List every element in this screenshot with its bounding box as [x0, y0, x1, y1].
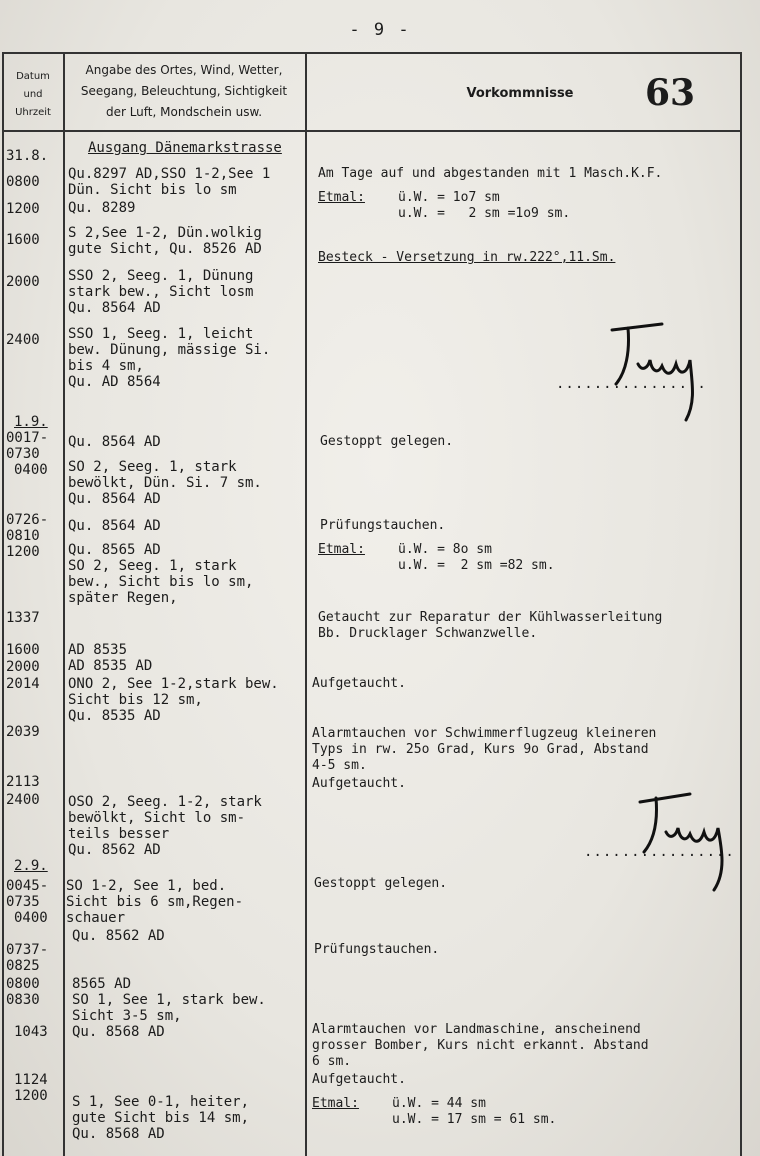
time-entry: 0730 — [6, 446, 40, 462]
place-entry: SO 1-2, See 1, bed. — [66, 878, 227, 894]
place-entry: Qu. 8535 AD — [68, 708, 161, 724]
place-entry: SO 1, See 1, stark bew. — [72, 992, 266, 1008]
sheet-number: 63 — [644, 72, 696, 114]
event-entry: Getaucht zur Reparatur der Kühlwasserleitung — [318, 610, 663, 625]
header-datum — [4, 68, 62, 122]
header-datum-line: und — [23, 89, 43, 100]
place-entry: später Regen, — [68, 590, 178, 606]
event-entry: Alarmtauchen vor Landmaschine, anscheinend — [312, 1022, 641, 1037]
place-entry: SSO 1, Seeg. 1, leicht — [68, 326, 254, 342]
time-entry: 2039 — [6, 724, 40, 740]
event-label: Etmal: — [312, 1096, 359, 1111]
header-angabe-line: der Luft, Mondschein usw. — [105, 105, 263, 119]
time-entry: 0800 — [6, 174, 40, 190]
place-entry: Sicht bis 12 sm, — [68, 692, 203, 708]
right-border — [740, 52, 742, 1156]
event-entry: Gestoppt gelegen. — [314, 876, 448, 891]
time-entry: 0726- — [6, 512, 49, 528]
time-entry: 2113 — [6, 774, 40, 790]
event-entry: grosser Bomber, Kurs nicht erkannt. Abstand — [312, 1038, 649, 1053]
event-entry: u.W. = 2 sm =1o9 sm. — [398, 206, 571, 221]
place-entry: bew., Sicht bis lo sm, — [68, 574, 254, 590]
header-angabe-line: Seegang, Beleuchtung, Sichtigkeit — [80, 84, 288, 98]
event-entry: Prüfungstauchen. — [314, 942, 440, 957]
header-angabe-line: Angabe des Ortes, Wind, Wetter, — [85, 63, 283, 77]
place-entry: Qu. 8564 AD — [68, 491, 161, 507]
time-entry: 2000 — [6, 659, 40, 675]
place-entry: gute Sicht bis 14 sm, — [72, 1110, 250, 1126]
place-entry: Qu.8297 AD,SSO 1-2,See 1 — [68, 166, 271, 182]
table-top-rule — [2, 52, 742, 54]
event-entry: ü.W. = 44 sm — [392, 1096, 486, 1111]
header-datum-line: Datum — [16, 71, 50, 82]
time-entry: 0045- — [6, 878, 49, 894]
place-entry: S 1, See 0-1, heiter, — [72, 1094, 250, 1110]
column-divider-place — [305, 52, 307, 1156]
time-entry: 0830 — [6, 992, 40, 1008]
place-entry: gute Sicht, Qu. 8526 AD — [68, 241, 262, 257]
time-entry: 2014 — [6, 676, 40, 692]
time-entry: 1200 — [6, 201, 40, 217]
time-entry: 1200 — [14, 1088, 48, 1104]
event-entry: Aufgetaucht. — [312, 676, 406, 691]
time-entry: 0737- — [6, 942, 49, 958]
event-entry: 6 sm. — [312, 1054, 352, 1069]
place-entry: bewölkt, Dün. Si. 7 sm. — [68, 475, 262, 491]
header-angabe — [64, 60, 304, 123]
time-entry: 2000 — [6, 274, 40, 290]
time-entry: 31.8. — [6, 148, 49, 164]
place-entry: bewölkt, Sicht lo sm- — [68, 810, 246, 826]
event-entry: Aufgetaucht. — [312, 1072, 406, 1087]
place-entry: S 2,See 1-2, Dün.wolkig — [68, 225, 262, 241]
column-divider-date — [63, 52, 65, 1156]
event-entry: Alarmtauchen vor Schwimmerflugzeug kleineren — [312, 726, 657, 741]
place-entry: bew. Dünung, mässige Si. — [68, 342, 271, 358]
signature-mark — [600, 312, 720, 432]
place-entry: SO 2, Seeg. 1, stark — [68, 558, 237, 574]
time-entry: 1337 — [6, 610, 40, 626]
time-entry: 1.9. — [14, 414, 48, 430]
time-entry: 0017- — [6, 430, 49, 446]
place-entry: bis 4 sm, — [68, 358, 144, 374]
place-entry: Qu. 8562 AD — [68, 842, 161, 858]
time-entry: 0800 — [6, 976, 40, 992]
place-entry: Sicht bis 6 sm,Regen- — [66, 894, 244, 910]
time-entry: 1600 — [6, 232, 40, 248]
place-entry: 8565 AD — [72, 976, 132, 992]
place-entry: Qu. 8289 — [68, 200, 136, 216]
time-entry: 2400 — [6, 332, 40, 348]
place-entry: Qu. 8565 AD — [68, 542, 161, 558]
place-entry: SSO 2, Seeg. 1, Dünung — [68, 268, 254, 284]
event-entry: Prüfungstauchen. — [320, 518, 446, 533]
time-entry: 1124 — [14, 1072, 48, 1088]
event-entry: Typs in rw. 25o Grad, Kurs 9o Grad, Abstand — [312, 742, 649, 757]
place-entry: Qu. 8568 AD — [72, 1024, 165, 1040]
place-entry: Qu. 8564 AD — [68, 434, 161, 450]
time-entry: 1600 — [6, 642, 40, 658]
place-entry: Sicht 3-5 sm, — [72, 1008, 182, 1024]
signature-mark — [630, 782, 750, 902]
event-entry: u.W. = 2 sm =82 sm. — [398, 558, 555, 573]
place-entry: teils besser — [68, 826, 170, 842]
event-entry: Besteck - Versetzung in rw.222°,11.Sm. — [318, 250, 616, 265]
time-entry: 0400 — [14, 462, 48, 478]
place-entry: stark bew., Sicht losm — [68, 284, 254, 300]
event-entry: 4-5 sm. — [312, 758, 367, 773]
event-entry: u.W. = 17 sm = 61 sm. — [392, 1112, 557, 1127]
event-entry: Gestoppt gelegen. — [320, 434, 454, 449]
page-number: - 9 - — [349, 20, 411, 40]
header-bottom-rule — [2, 130, 742, 132]
place-entry: Qu. 8562 AD — [72, 928, 165, 944]
event-label: Etmal: — [318, 542, 365, 557]
event-entry: ü.W. = 1o7 sm — [398, 190, 500, 205]
place-entry: schauer — [66, 910, 126, 926]
place-entry: SO 2, Seeg. 1, stark — [68, 459, 237, 475]
place-entry: ONO 2, See 1-2,stark bew. — [68, 676, 279, 692]
time-entry: 0400 — [14, 910, 48, 926]
event-label: Etmal: — [318, 190, 365, 205]
time-entry: 2.9. — [14, 858, 48, 874]
event-entry: Aufgetaucht. — [312, 776, 406, 791]
place-entry: Ausgang Dänemarkstrasse — [88, 140, 282, 156]
event-entry: Am Tage auf und abgestanden mit 1 Masch.K.F. — [318, 166, 663, 181]
place-entry: Qu. AD 8564 — [68, 374, 161, 390]
time-entry: 1043 — [14, 1024, 48, 1040]
place-entry: Qu. 8568 AD — [72, 1126, 165, 1142]
time-entry: 0825 — [6, 958, 40, 974]
place-entry: Qu. 8564 AD — [68, 300, 161, 316]
place-entry: AD 8535 — [68, 642, 128, 658]
signature-dots: ................ — [556, 376, 707, 392]
header-datum-line: Uhrzeit — [15, 107, 51, 118]
time-entry: 1200 — [6, 544, 40, 560]
header-vorkommnisse: Vorkommnisse — [466, 86, 574, 101]
left-border — [2, 52, 4, 1156]
place-entry: Dün. Sicht bis lo sm — [68, 182, 237, 198]
time-entry: 2400 — [6, 792, 40, 808]
place-entry: Qu. 8564 AD — [68, 518, 161, 534]
event-entry: ü.W. = 8o sm — [398, 542, 492, 557]
signature-dots: ................ — [584, 844, 735, 860]
time-entry: 0735 — [6, 894, 40, 910]
event-entry: Bb. Drucklager Schwanzwelle. — [318, 626, 538, 641]
place-entry: OSO 2, Seeg. 1-2, stark — [68, 794, 262, 810]
place-entry: AD 8535 AD — [68, 658, 153, 674]
time-entry: 0810 — [6, 528, 40, 544]
